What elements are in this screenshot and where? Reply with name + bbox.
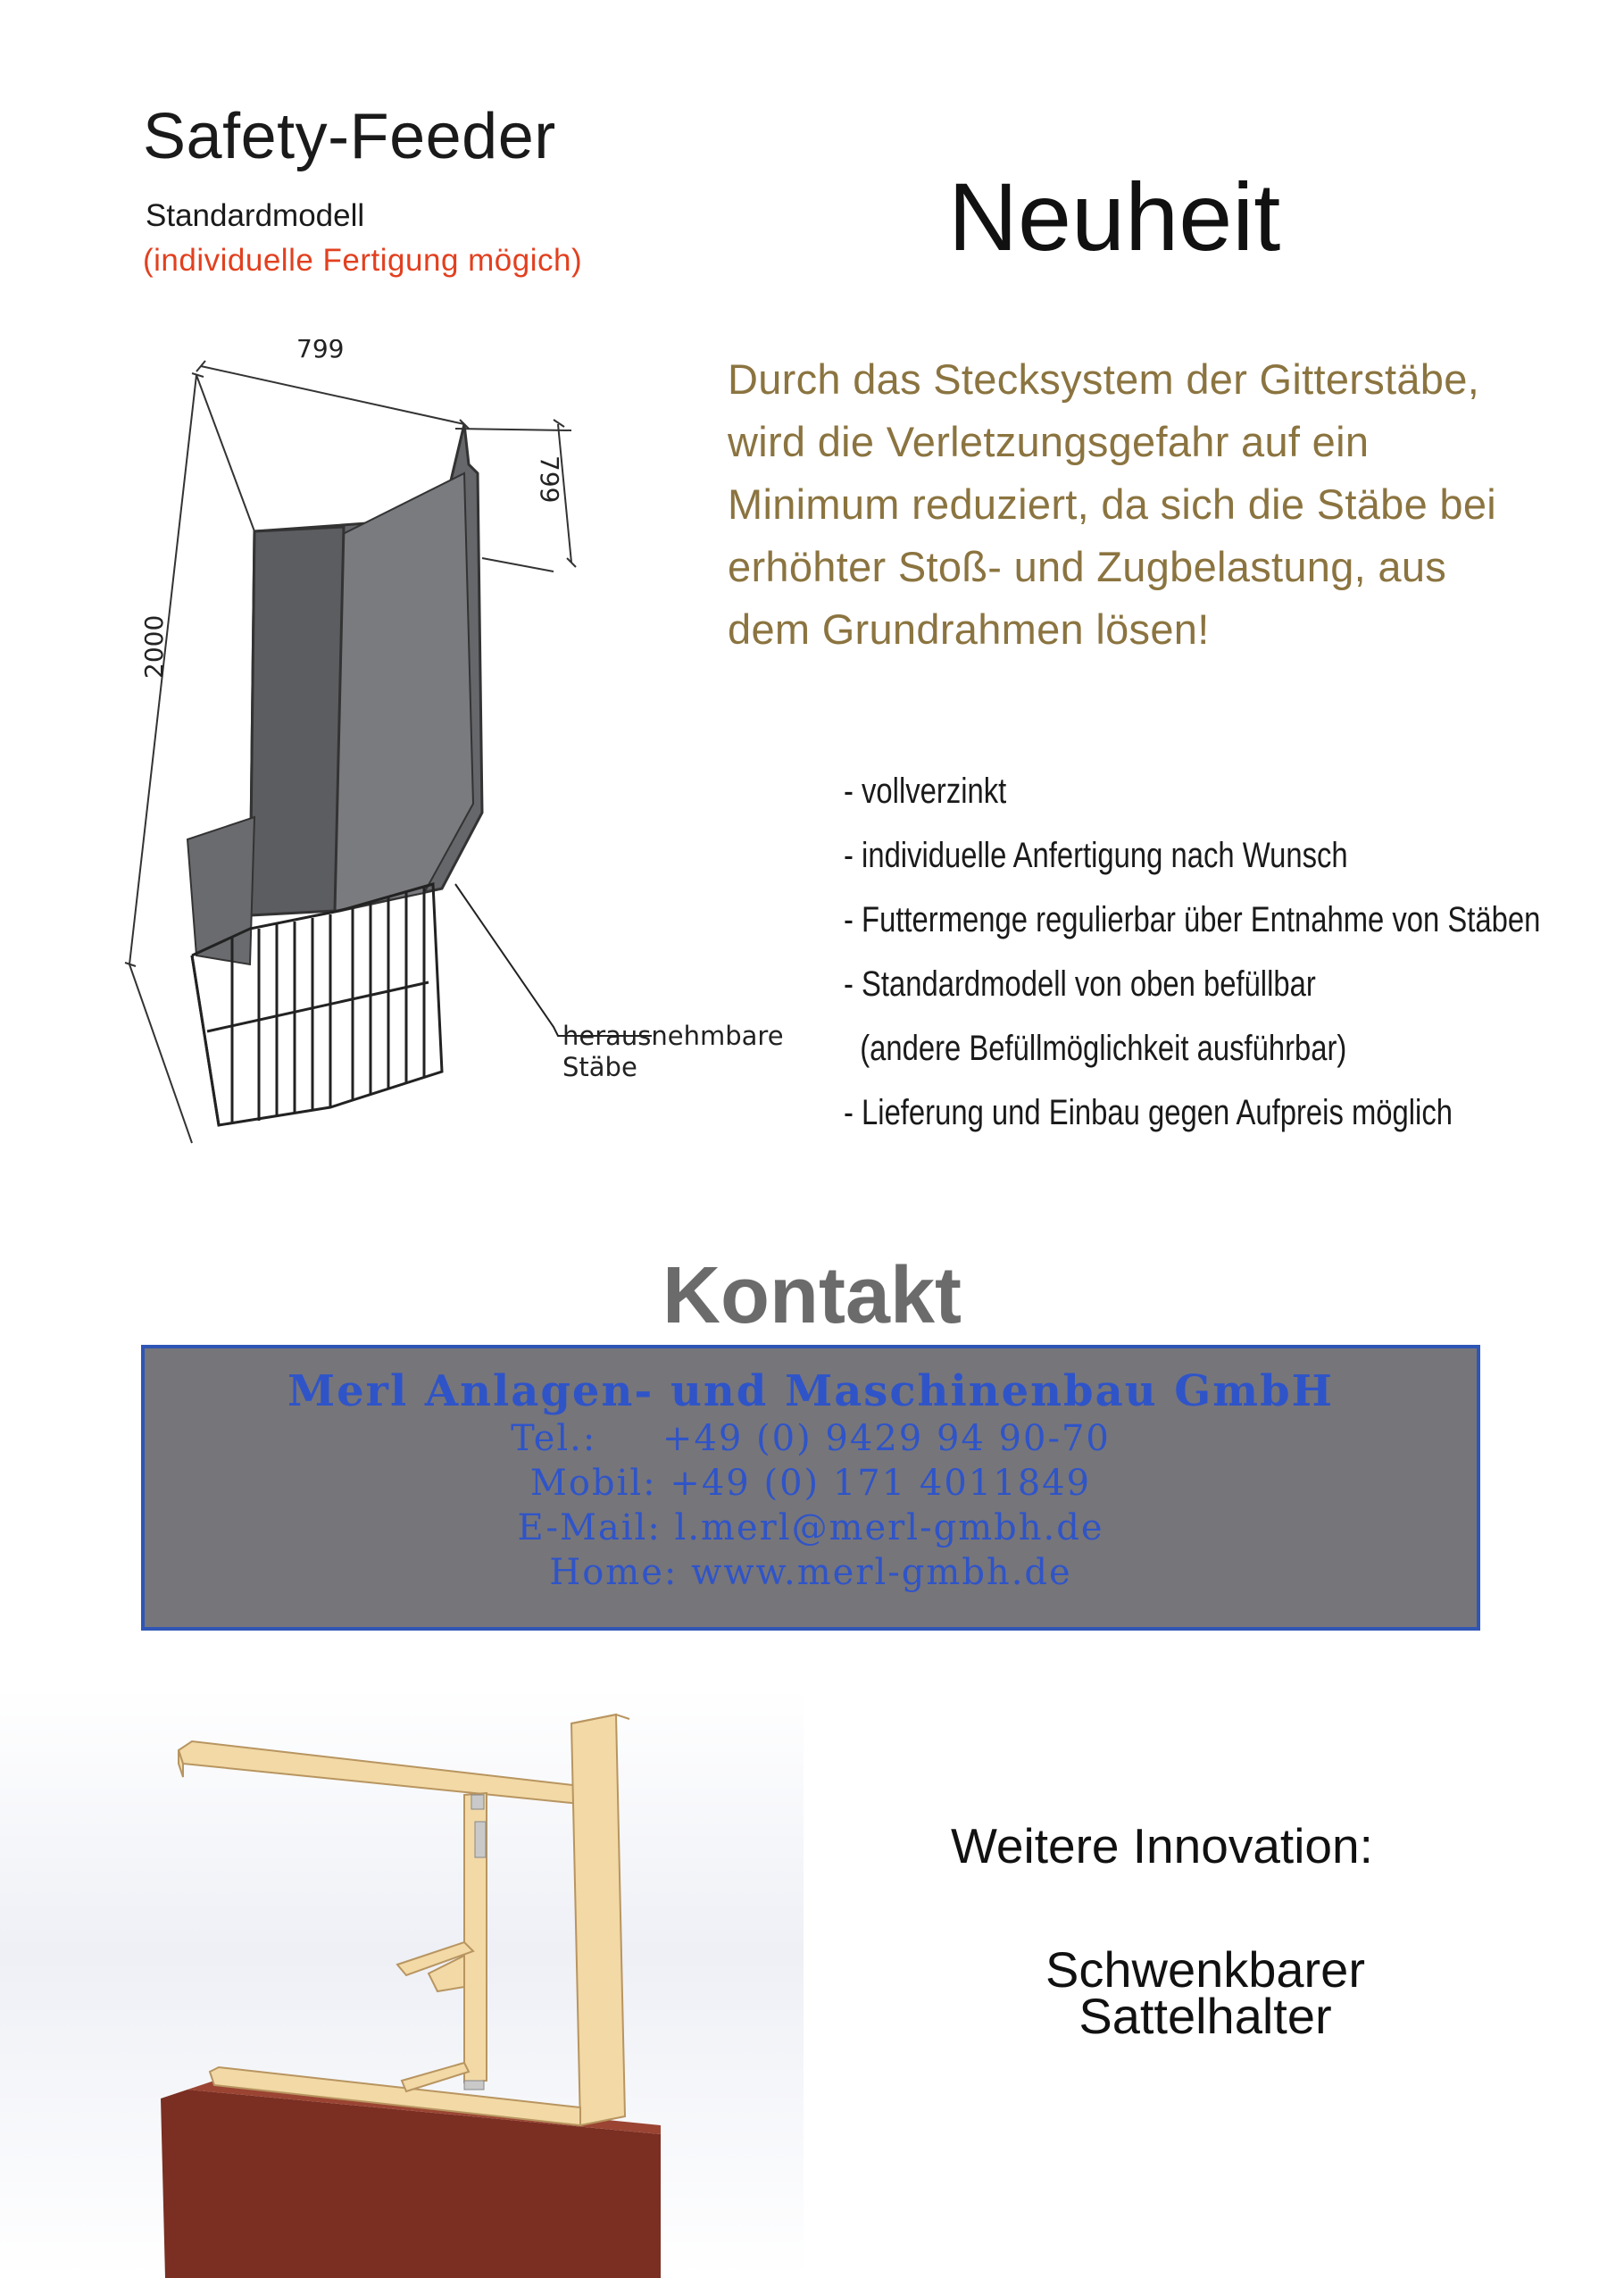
email-line: E-Mail: l.merl@merl-gmbh.de <box>517 1507 1104 1548</box>
intro-line: Durch das Stecksystem der Gitterstäbe, <box>728 355 1480 403</box>
feeder-drawing <box>107 339 804 1161</box>
page-title: Safety-Feeder <box>143 101 556 172</box>
model-subtitle: Standardmodell <box>146 198 365 233</box>
list-item: - Lieferung und Einbau gegen Aufpreis möglich <box>844 1093 1453 1132</box>
product-line1: Schwenkbarer <box>1045 1941 1365 1998</box>
mobile-line: Mobil: +49 (0) 171 4011849 <box>529 1463 1092 1504</box>
list-item: - vollverzinkt <box>844 772 1007 811</box>
list-item: - individuelle Anfertigung nach Wunsch <box>844 836 1348 875</box>
new-badge-heading: Neuheit <box>948 163 1281 271</box>
dim-side-label: 799 <box>535 455 564 504</box>
innovation-heading: Weitere Innovation: <box>951 1818 1373 1873</box>
contact-heading: Kontakt <box>662 1251 962 1340</box>
website-line: Home: www.merl-gmbh.de <box>549 1552 1072 1593</box>
contact-box <box>141 1345 1480 1631</box>
intro-line: Minimum reduziert, da sich die Stäbe bei <box>728 480 1497 528</box>
intro-text <box>728 348 1585 661</box>
intro-line: dem Grundrahmen lösen! <box>728 605 1210 653</box>
phone-line: Tel.: +49 (0) 9429 94 90-70 <box>511 1418 1111 1459</box>
product-line2: Sattelhalter <box>1079 1988 1332 2044</box>
list-item: (andere Befüllmöglichkeit ausführbar) <box>844 1029 1347 1068</box>
dim-height-label: 2000 <box>139 614 169 679</box>
callout-line1: herausnehmbare <box>562 1021 784 1051</box>
list-item: - Standardmodell von oben befüllbar <box>844 964 1316 1004</box>
company-name: Merl Anlagen- und Maschinenbau GmbH <box>287 1366 1334 1416</box>
intro-line: erhöhter Stoß- und Zugbelastung, aus <box>728 543 1447 590</box>
feature-list <box>844 759 1541 1145</box>
dim-top-label: 799 <box>296 339 345 363</box>
intro-line: wird die Verletzungsgefahr auf ein <box>728 418 1370 465</box>
list-item: - Futtermenge regulierbar über Entnahme von Stäben <box>844 900 1541 939</box>
callout-line2: Stäbe <box>562 1052 637 1082</box>
custom-note: (individuelle Fertigung mögich) <box>143 243 583 278</box>
saddle-holder-image <box>0 1688 804 2278</box>
product-name <box>937 1941 1473 2044</box>
